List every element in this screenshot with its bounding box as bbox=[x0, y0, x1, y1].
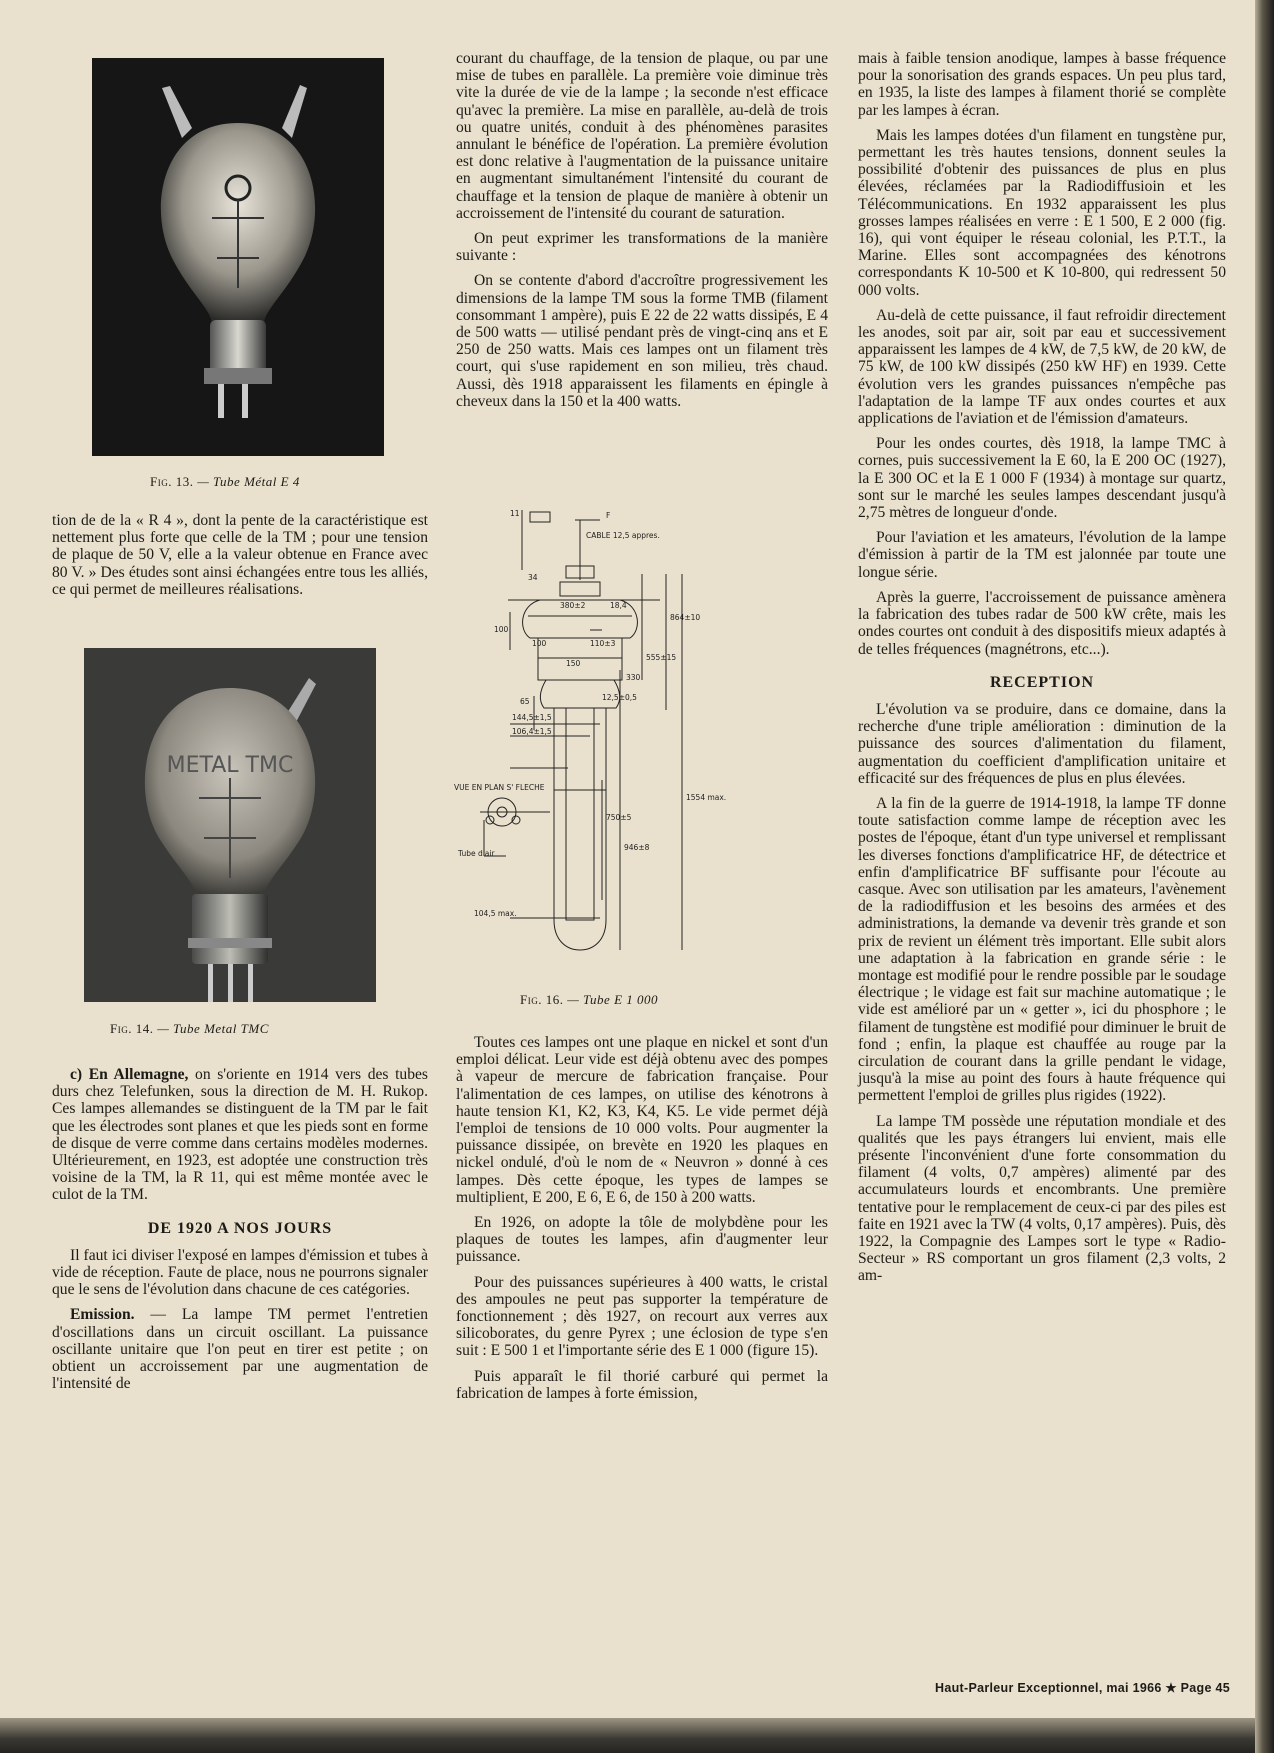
fig16-title: — Tube E 1 000 bbox=[567, 992, 659, 1007]
col1-paragraph-4-lead: Emission. bbox=[70, 1306, 135, 1324]
col3-paragraph-8: A la fin de la guerre de 1914-1918, la lampe TF donne toute satisfaction comme lampe de réception avec les postes de l'époque, étant d'un type universel et remplissant les diverses fonctions d'amplificatrice HF, de détectrice et enfin d'amplificatrice BF suffisante pour l'écoute au casque. Avec son utilisation par les amateurs, l'avènement de la radiodiffusion et les besoins des armées et des administrations, la demande va devenir très grande et son prix de revient un élément très important. Elle subit alors une adaptation à la fabrication en grande série : le montage est modifié pour le rendre possible par le soudage électrique ; le vidage est fait sur machine automatique ; le vide est amélioré par un « getter », ici du phosphore ; le filament de tungstène est modifié pour diminuer le bruit de fond ; enfin, la plaque est chauffée au rouge par la circulation de courant dans la grille pendant le vidage, jusqu'à la mise au point des fours à haute fréquence qui permettent l'emploi de grilles plus rigides (1922). bbox=[858, 794, 1226, 1105]
col3-paragraph-9: La lampe TM possède une réputation mondiale et des qualités que les pays étrangers lui envient, mais elle présente l'inconvénient d'une forte consommation du filament (4 volts, 0,7 ampères) alimenté par des accumulateurs lourds et encombrants. Une première tentative pour le remplacement de ceux-ci par des piles est faite en 1921 avec la TW (4 volts, 0,17 ampères). Puis, dès 1922, la Compagnie des Lampes sort le type « Radio-Secteur » RS comportant un gros filament (2,3 volts, 2 am- bbox=[858, 1112, 1226, 1285]
col2-paragraph-4: Toutes ces lampes ont une plaque en nickel et sont d'un emploi délicat. Leur vide est déjà obtenu avec des pompes à vapeur de mercure de fabrication française. Pour l'alimentation de ces lampes, on utilise des kénotrons à haute tension K1, K2, K3, K4, K5. Le vide permet déjà l'emploi de tensions de 10 000 volts. Pour augmenter la puissance dissipée, on brevète en 1920 les plaques en nickel ondulé, d'où le nom de « Neuvron » donné à ces lampes. Dès cette époque, les types de lampes se multiplient, E 200, E 6, E 6, de 150 à 200 watts. bbox=[456, 1034, 828, 1206]
fig16-label-18-4: 18,4 bbox=[610, 601, 627, 610]
fig16-number: Fig. 16. bbox=[520, 992, 564, 1007]
fig16-label-110: 110±3 bbox=[590, 639, 616, 648]
col1-paragraph-2 bbox=[52, 1066, 428, 1204]
fig13-caption bbox=[150, 474, 300, 490]
fig16-label-100b: 100 bbox=[532, 639, 547, 648]
section-heading-reception: RECEPTION bbox=[989, 673, 1095, 691]
col2-paragraph-6: Pour des puissances supérieures à 400 watts, le cristal des ampoules ne peut pas supporter la température de fonctionnement ; dès 1927, on recourt aux verres aux silicoborates, du genre Pyrex ; une éclosion de type s'en suit : E 500 1 et l'importante série des E 1 000 (figure 15). bbox=[456, 1273, 828, 1360]
page-bottom-shadow bbox=[0, 1718, 1255, 1753]
col3-paragraph-2: Mais les lampes dotées d'un filament en tungstène pur, permettant les très hautes tensions, donnent seules la possibilité d'obtenir des puissances de plus en plus élevées, réclamées par la Radiodiffusioin et les Télécommunications. En 1932 apparaissent les plus grosses lampes réalisées en verre : E 1 500, E 2 000 (fig. 16), qui vont équiper le réseau colonial, les P.T.T., la Marine. Elles sont accompagnées des kénotrons correspondants K 10-500 et K 10-800, qui redressent 50 000 volts. bbox=[858, 126, 1226, 299]
fig14-bulb-image bbox=[84, 648, 376, 1002]
fig13-number: Fig. 13. bbox=[150, 474, 194, 489]
page-footer: Haut-Parleur Exceptionnel, mai 1966 ★ Page 45 bbox=[935, 1681, 1230, 1695]
col3-paragraph-6: Après la guerre, l'accroissement de puissance amènera la fabrication des tubes radar de 500 kW crête, mais les ondes courtes ont conduit à des dispositifs mieux adaptés à de telles fréquences (magnétrons, etc...). bbox=[858, 588, 1226, 658]
column-1-bottom bbox=[52, 1066, 428, 1400]
fig16-label-150: 150 bbox=[566, 659, 581, 668]
fig14-title: — Tube Metal TMC bbox=[157, 1021, 269, 1036]
fig16-label-65: 65 bbox=[520, 697, 530, 706]
fig16-label-555: 555±15 bbox=[646, 653, 677, 662]
fig13-title: — Tube Métal E 4 bbox=[197, 474, 300, 489]
col3-paragraph-7: L'évolution va se produire, dans ce domaine, dans la recherche d'une triple amélioration : diminution de la puissance des sources d'alimentation du filament, augmentation du coefficient d'amplification unitaire et efficacité sur des fréquences de plus en plus élevées. bbox=[858, 700, 1226, 787]
col1-paragraph-2-text: on s'oriente en 1914 vers des tubes durs chez Telefunken, sous la direction de M. H. Rukop. Ces lampes allemandes se distinguent de la TM par le fait que les électrodes sont planes et que les pieds sont en forme de disque de verre comme dans certains modèles modernes. Ultérieurement, en 1923, est adoptée une construction très voisine de la TM, la R 11, qui est même montée avec le culot de la TM. bbox=[52, 1066, 428, 1204]
fig16-label-864: 864±10 bbox=[670, 613, 701, 622]
col2-paragraph-3: On se contente d'abord d'accroître progressivement les dimensions de la lampe TM sous la forme TMB (filament consommant 1 ampère), puis E 22 de 22 watts dissipés, E 4 de 500 watts — utilisé pendant près de vingt-cinq ans et E 250 de 250 watts. Mais ces lampes ont un filament très court, qui s'use rapidement en son milieu, très chaud. Aussi, dès 1918 apparaissent les filaments en épingle à cheveux dans la 150 et la 400 watts. bbox=[456, 272, 828, 410]
fig16-label-11: 11 bbox=[510, 509, 520, 518]
col3-paragraph-3: Au-delà de cette puissance, il faut refroidir directement les anodes, soit par air, soit par eau et successivement apparaissent les lampes de 4 kW, de 7,5 kW, de 20 kW, de 75 kW, de 100 kW dissipés (250 kW HF) en 1939. Cette évolution vers les grandes puissances n'empêche pas l'adaptation de la lampe TF aux ondes courtes et aux applications de l'aviation et de l'émission d'amateurs. bbox=[858, 306, 1226, 428]
fig16-label-144: 144,5±1,5 bbox=[512, 713, 552, 722]
column-3 bbox=[858, 50, 1226, 1293]
fig16-label-100a: 100 bbox=[494, 625, 509, 634]
fig16-label-34: 34 bbox=[528, 573, 538, 582]
col1-paragraph-4-text: — La lampe TM permet l'entretien d'oscillations dans un circuit oscillant. La puissance oscillante unitaire que l'on peut en tirer est petite ; on obtient un accroissement par une augmentation de l'intensité de bbox=[52, 1306, 428, 1393]
section-heading-1920: DE 1920 A NOS JOURS bbox=[147, 1219, 333, 1237]
fig14-bulb-lettering: METAL TMC bbox=[166, 753, 294, 778]
fig16-label-106: 106,4±1,5 bbox=[512, 727, 552, 736]
column-2-top bbox=[456, 50, 828, 418]
col1-paragraph-1: tion de de la « R 4 », dont la pente de la caractéristique est nettement plus forte que celle de la TM ; pour une tension de plaque de 50 V, elle a la valeur obtenue en France avec 80 V. » Des études sont ainsi échangées entre tous les alliés, ce qui permet de meilleures réalisations. bbox=[52, 512, 428, 598]
col1-paragraph-2-lead: c) En Allemagne, bbox=[70, 1066, 189, 1083]
fig16-label-104: 104,5 max. bbox=[474, 909, 517, 918]
fig16-label-f: F bbox=[606, 511, 611, 520]
fig16-label-330: 330 bbox=[626, 673, 641, 682]
fig14-caption bbox=[110, 1021, 269, 1037]
fig16-label-380: 380±2 bbox=[560, 601, 586, 610]
fig16-label-946: 946±8 bbox=[624, 843, 650, 852]
fig16-label-750: 750±5 bbox=[606, 813, 632, 822]
fig16-caption bbox=[520, 992, 658, 1008]
col2-paragraph-2: On peut exprimer les transformations de la manière suivante : bbox=[456, 230, 828, 265]
col1-paragraph-4 bbox=[52, 1306, 428, 1392]
col2-paragraph-5: En 1926, on adopte la tôle de molybdène pour les plaques de toutes les lampes, afin d'augmenter leur puissance. bbox=[456, 1214, 828, 1266]
col3-paragraph-4: Pour les ondes courtes, dès 1918, la lampe TMC à cornes, puis successivement la E 60, la E 200 OC (1927), la E 300 OC et la E 1 000 F (1934) à montage sur quartz, sont sur le marché les seules lampes descendant jusqu'à 2,75 mètres de longueur d'onde. bbox=[858, 435, 1226, 522]
fig16-label-12-5: 12,5±0,5 bbox=[602, 693, 637, 702]
page-edge-shadow bbox=[1255, 0, 1274, 1753]
col3-paragraph-1: mais à faible tension anodique, lampes à basse fréquence pour la sonorisation des grands espaces. Un peu plus tard, en 1935, la liste des lampes à filament thorié se complète par les lampes à écran. bbox=[858, 50, 1226, 119]
fig14-number: Fig. 14. bbox=[110, 1021, 154, 1036]
col3-paragraph-5: Pour l'aviation et les amateurs, l'évolution de la lampe d'émission à partir de la TM est jalonnée par toute une longue série. bbox=[858, 529, 1226, 581]
col2-paragraph-7: Puis apparaît le fil thorié carburé qui permet la fabrication de lampes à forte émission, bbox=[456, 1367, 828, 1402]
fig16-technical-drawing bbox=[454, 509, 727, 966]
col1-paragraph-3: Il faut ici diviser l'exposé en lampes d'émission et tubes à vide de réception. Faute de place, nous ne pourrons signaler que le sens de l'évolution dans chacune de ces catégories. bbox=[52, 1246, 428, 1299]
fig13-photo bbox=[92, 58, 384, 456]
fig16-label-tube-air: Tube d'air bbox=[458, 849, 495, 858]
column-1-top bbox=[52, 512, 428, 606]
col2-paragraph-1: courant du chauffage, de la tension de plaque, ou par une mise de tubes en parallèle. La première voie diminue très vite la durée de vie de la lampe ; la seconde n'est efficace qu'avec la première. La mise en parallèle, au-delà de trois ou quatre unités, conduit à des phénomènes parasites annulant le bénéfice de l'opération. La première évolution est donc relative à l'augmentation de la puissance unitaire en augmentant simultanément l'intensité du courant de chauffage et la tension de plaque de manière à obtenir un accroissement de l'intensité du courant de saturation. bbox=[456, 50, 828, 222]
fig13-bulb-image bbox=[92, 58, 384, 456]
fig16-label-1554: 1554 max. bbox=[686, 793, 727, 802]
fig16-label-cable: CABLE 12,5 appres. bbox=[586, 531, 660, 540]
column-2-bottom bbox=[456, 1034, 828, 1410]
fig16-label-vue: VUE EN PLAN S' FLECHE bbox=[454, 783, 545, 792]
fig14-photo bbox=[84, 648, 376, 1002]
